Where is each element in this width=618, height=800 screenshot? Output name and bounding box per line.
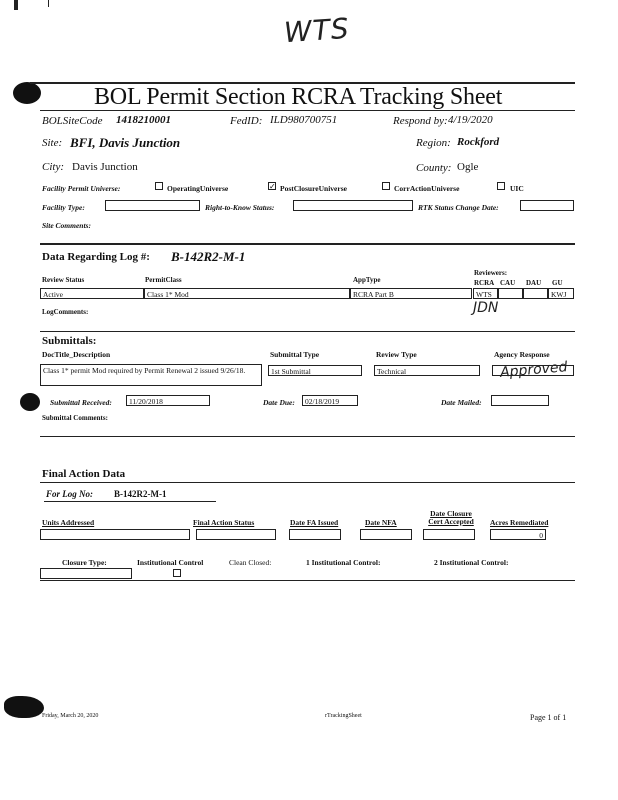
rtk-change-date-label: RTK Status Change Date:: [418, 203, 499, 212]
label-uic: UIC: [510, 184, 524, 193]
closure-row-rule: [40, 580, 575, 581]
footer-date: Friday, March 20, 2020: [42, 713, 99, 719]
submittals-heading: Submittals:: [42, 335, 97, 347]
submittal-type-header: Submittal Type: [270, 350, 320, 359]
checkbox-postclosure-universe[interactable]: ✓: [269, 182, 276, 191]
fedid-label: FedID:: [230, 115, 263, 127]
closure-type-field[interactable]: [40, 568, 132, 579]
date-mailed-field[interactable]: [491, 395, 549, 406]
reviewer-col-cau: CAU: [500, 279, 516, 287]
date-nfa-header: Date NFA: [365, 518, 397, 527]
app-type-field[interactable]: RCRA Part B: [350, 288, 472, 299]
reviewer-col-dau: DAU: [526, 279, 542, 287]
footer-center: rTrackingSheet: [325, 713, 362, 719]
divider-submittals: [40, 331, 575, 332]
fedid-value: ILD980700751: [270, 114, 338, 126]
reviewer-cau-field[interactable]: [498, 288, 523, 299]
site-value: BFI, Davis Junction: [70, 135, 181, 150]
institutional-control-checkbox[interactable]: [173, 569, 181, 577]
submittal-received-field[interactable]: 11/20/2018: [126, 395, 210, 406]
log-comments-label: LogComments:: [42, 308, 89, 316]
for-log-underline: [44, 501, 216, 502]
facility-universe-label: Facility Permit Universe:: [42, 184, 121, 193]
submittal-comments-label: Submittal Comments:: [42, 414, 108, 422]
agency-response-header: Agency Response: [494, 350, 550, 359]
rtk-status-field[interactable]: [293, 200, 413, 211]
label-corraction-universe: CorrActionUniverse: [394, 184, 460, 193]
region-label: Region:: [416, 137, 451, 149]
reviewer-rcra-field[interactable]: WTS: [473, 288, 498, 299]
institutional-control-label: Institutional Control: [137, 558, 204, 567]
respond-label: Respond by:: [393, 115, 448, 127]
final-action-heading: Final Action Data: [42, 468, 126, 480]
inst-control-2-label: 2 Institutional Control:: [434, 558, 509, 567]
page-title: BOL Permit Section RCRA Tracking Sheet: [94, 84, 503, 110]
divider-log-section: [40, 243, 575, 245]
county-label: County:: [416, 162, 452, 174]
review-status-field[interactable]: Active: [40, 288, 144, 299]
hole-punch-bottom: [4, 696, 44, 718]
handwritten-reviewer-initials: JDN: [473, 300, 499, 316]
label-postclosure-universe: PostClosureUniverse: [280, 184, 347, 193]
reviewer-gu-field[interactable]: KWJ: [548, 288, 574, 299]
doc-title-value: Class 1* permit Mod required by Permit Renewal 2 issued 9/26/18.: [43, 366, 246, 375]
clean-closed-label: Clean Closed:: [229, 558, 272, 567]
final-action-status-field[interactable]: [196, 529, 276, 540]
label-operating-universe: OperatingUniverse: [167, 184, 229, 193]
handwritten-approved: Approved: [499, 359, 569, 381]
city-value: Davis Junction: [72, 161, 138, 173]
review-type-header: Review Type: [376, 350, 417, 359]
doc-title-field[interactable]: [40, 364, 262, 386]
review-type-field[interactable]: Technical: [374, 365, 480, 376]
rtk-status-label: Right-to-Know Status:: [205, 203, 275, 212]
reviewer-dau-field[interactable]: [523, 288, 548, 299]
hole-punch-top: [13, 82, 41, 104]
date-fa-issued-header: Date FA Issued: [290, 518, 339, 527]
final-action-status-header: Final Action Status: [193, 518, 255, 527]
closure-type-label: Closure Type:: [62, 558, 107, 567]
bolsitecode-value: 1418210001: [116, 114, 171, 126]
reviewers-header: Reviewers:: [474, 269, 508, 277]
facility-type-field[interactable]: [105, 200, 200, 211]
app-type-header: AppType: [353, 276, 381, 284]
site-comments-label: Site Comments:: [42, 221, 91, 230]
closure-cert-field[interactable]: [423, 529, 475, 540]
permit-class-field[interactable]: Class 1* Mod: [144, 288, 350, 299]
acres-remediated-header: Acres Remediated: [490, 518, 549, 527]
scan-mark-top: [14, 0, 18, 10]
hole-punch-middle: [20, 393, 40, 411]
region-value: Rockford: [457, 136, 500, 148]
submittal-type-field[interactable]: 1st Submittal: [268, 365, 362, 376]
reviewer-col-rcra: RCRA: [474, 279, 495, 287]
acres-remediated-field[interactable]: 0: [490, 529, 546, 540]
date-mailed-label: Date Mailed:: [441, 398, 482, 407]
county-value: Ogle: [457, 161, 479, 173]
site-label: Site:: [42, 137, 63, 149]
units-addressed-field[interactable]: [40, 529, 190, 540]
log-value: B-142R2-M-1: [171, 249, 246, 264]
units-addressed-header: Units Addressed: [42, 518, 95, 527]
date-due-label: Date Due:: [263, 398, 295, 407]
date-nfa-field[interactable]: [360, 529, 412, 540]
rtk-change-date-field[interactable]: [520, 200, 574, 211]
checkbox-corraction-universe[interactable]: [382, 182, 390, 190]
doc-title-header: DocTitle_Description: [42, 350, 111, 359]
submittal-received-label: Submittal Received:: [50, 398, 112, 407]
log-label: Data Regarding Log #:: [42, 251, 150, 263]
reviewer-col-gu: GU: [552, 279, 563, 287]
closure-cert-header: Date Closure Cert Accepted: [428, 509, 474, 526]
divider-final-action: [40, 436, 575, 437]
date-fa-issued-field[interactable]: [289, 529, 341, 540]
for-log-value: B-142R2-M-1: [114, 489, 167, 499]
facility-type-label: Facility Type:: [42, 203, 85, 212]
title-underline: [40, 110, 575, 111]
respond-value: 4/19/2020: [448, 114, 493, 126]
date-due-field[interactable]: 02/18/2019: [302, 395, 358, 406]
for-log-label: For Log No:: [46, 489, 93, 499]
footer-page: Page 1 of 1: [530, 713, 567, 722]
handwritten-annotation-top: WTS: [282, 11, 351, 50]
checkbox-operating-universe[interactable]: [155, 182, 163, 190]
scan-mark-top2: [48, 0, 49, 7]
city-label: City:: [42, 161, 64, 173]
permit-class-header: PermitClass: [145, 276, 182, 284]
bolsitecode-label: BOLSiteCode: [42, 115, 103, 127]
review-status-header: Review Status: [42, 276, 85, 284]
final-action-rule: [40, 482, 575, 483]
checkbox-uic[interactable]: [497, 182, 505, 190]
inst-control-1-label: 1 Institutional Control:: [306, 558, 381, 567]
